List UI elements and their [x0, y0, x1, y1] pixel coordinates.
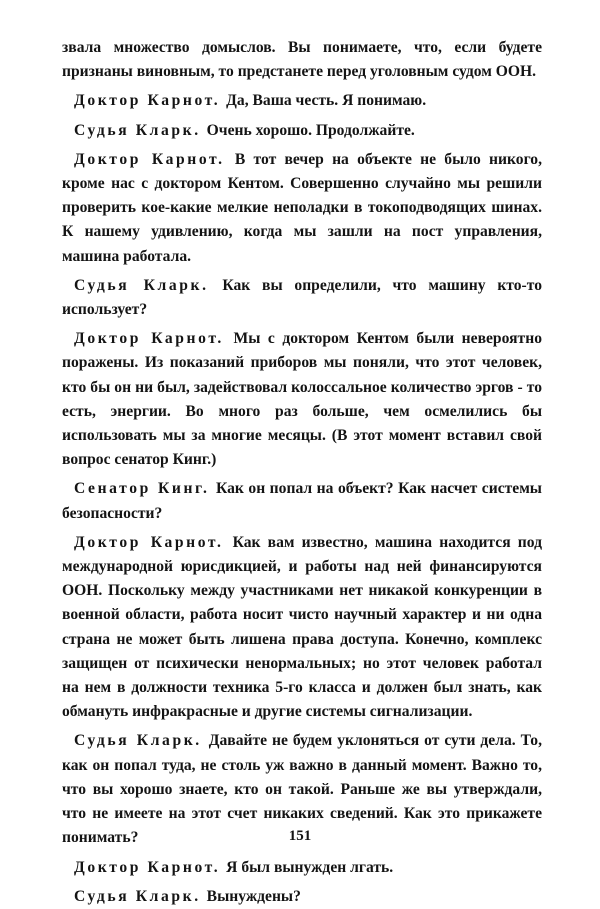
- dialogue-paragraph: [62, 327, 542, 472]
- dialogue-paragraph: [62, 89, 542, 113]
- dialogue-paragraph: [62, 119, 542, 143]
- paragraph-text: Да, Ваша честь. Я понимаю.: [226, 92, 427, 110]
- speaker-name: Доктор Карнот.: [74, 92, 221, 110]
- paragraph-text: Я был вынужден лгать.: [226, 858, 394, 876]
- page-body: [62, 36, 542, 909]
- paragraph-text: Как он попал на объект? Как насчет системы безопасности?: [62, 480, 542, 522]
- paragraph-text: Как вам известно, машина находится под международной юрисдикцией, и работы над ней финансируются ООН. Поскольку между участниками нет никакой конкуренции в военной области, работа носит чисто научный характер и ни одна страна не может быть лишена права доступа. Конечно, комплекс защищен от психически ненормальных; но этот человек работал на нем в должности техника 5-го класса и должен был знать, как обмануть инфракрасные и другие системы сигнализации.: [62, 533, 542, 721]
- paragraph-text: Как вы определили, что машину кто-то использует?: [62, 276, 542, 319]
- dialogue-paragraph: [62, 148, 542, 269]
- speaker-name: Судья Кларк.: [74, 276, 209, 294]
- paragraph-text: Давайте не будем уклоняться от сути дела. То, как он попал туда, не столь уж важно в данный момент. Важно то, что вы хорошо знаете, кто он такой. Раньше же вы утверждали, что не имеете на этот счет никаких сведений. Как это прикажете понимать?: [62, 732, 543, 847]
- paragraph-text: Очень хорошо. Продолжайте.: [206, 121, 415, 139]
- speaker-name: Судья Кларк.: [74, 121, 201, 139]
- page-number: 151: [288, 828, 312, 844]
- dialogue-paragraph: [62, 885, 542, 909]
- dialogue-paragraph: [62, 477, 542, 525]
- dialogue-paragraph: [62, 274, 542, 322]
- paragraph-text: Мы с доктором Кентом были невероятно поражены. Из показаний приборов мы поняли, что этот человек, кто бы он ни был, задействовал колоссальное количество эргов - то есть, энергии. Во много раз больше, чем осмелились бы использовать мы за многие месяцы. (В этот момент вставил свой вопрос сенатор Кинг.): [62, 330, 542, 469]
- speaker-name: Доктор Карнот.: [74, 533, 224, 551]
- dialogue-paragraph: [62, 531, 542, 725]
- speaker-name: Доктор Карнот.: [74, 858, 221, 876]
- paragraph-text: Вынуждены?: [206, 887, 301, 905]
- paragraph-continuation: [62, 36, 542, 84]
- paragraph-text: звала множество домыслов. Вы понимаете, что, если будете признаны виновным, то предстанете перед уголовным судом ООН.: [62, 39, 542, 81]
- speaker-name: Доктор Карнот.: [74, 330, 224, 348]
- speaker-name: Судья Кларк.: [74, 887, 201, 905]
- dialogue-paragraph: [62, 856, 542, 880]
- speaker-name: Доктор Карнот.: [74, 150, 225, 168]
- paragraph-text: В тот вечер на объекте не было никого, кроме нас с доктором Кентом. Совершенно случайно мы решили проверить кое-какие мелкие неполадки в токоподводящих шинах. К нашему удивлению, когда мы зашли на пост управления, машина работала.: [62, 150, 542, 265]
- speaker-name: Сенатор Кинг.: [74, 480, 210, 498]
- speaker-name: Судья Кларк.: [74, 732, 202, 750]
